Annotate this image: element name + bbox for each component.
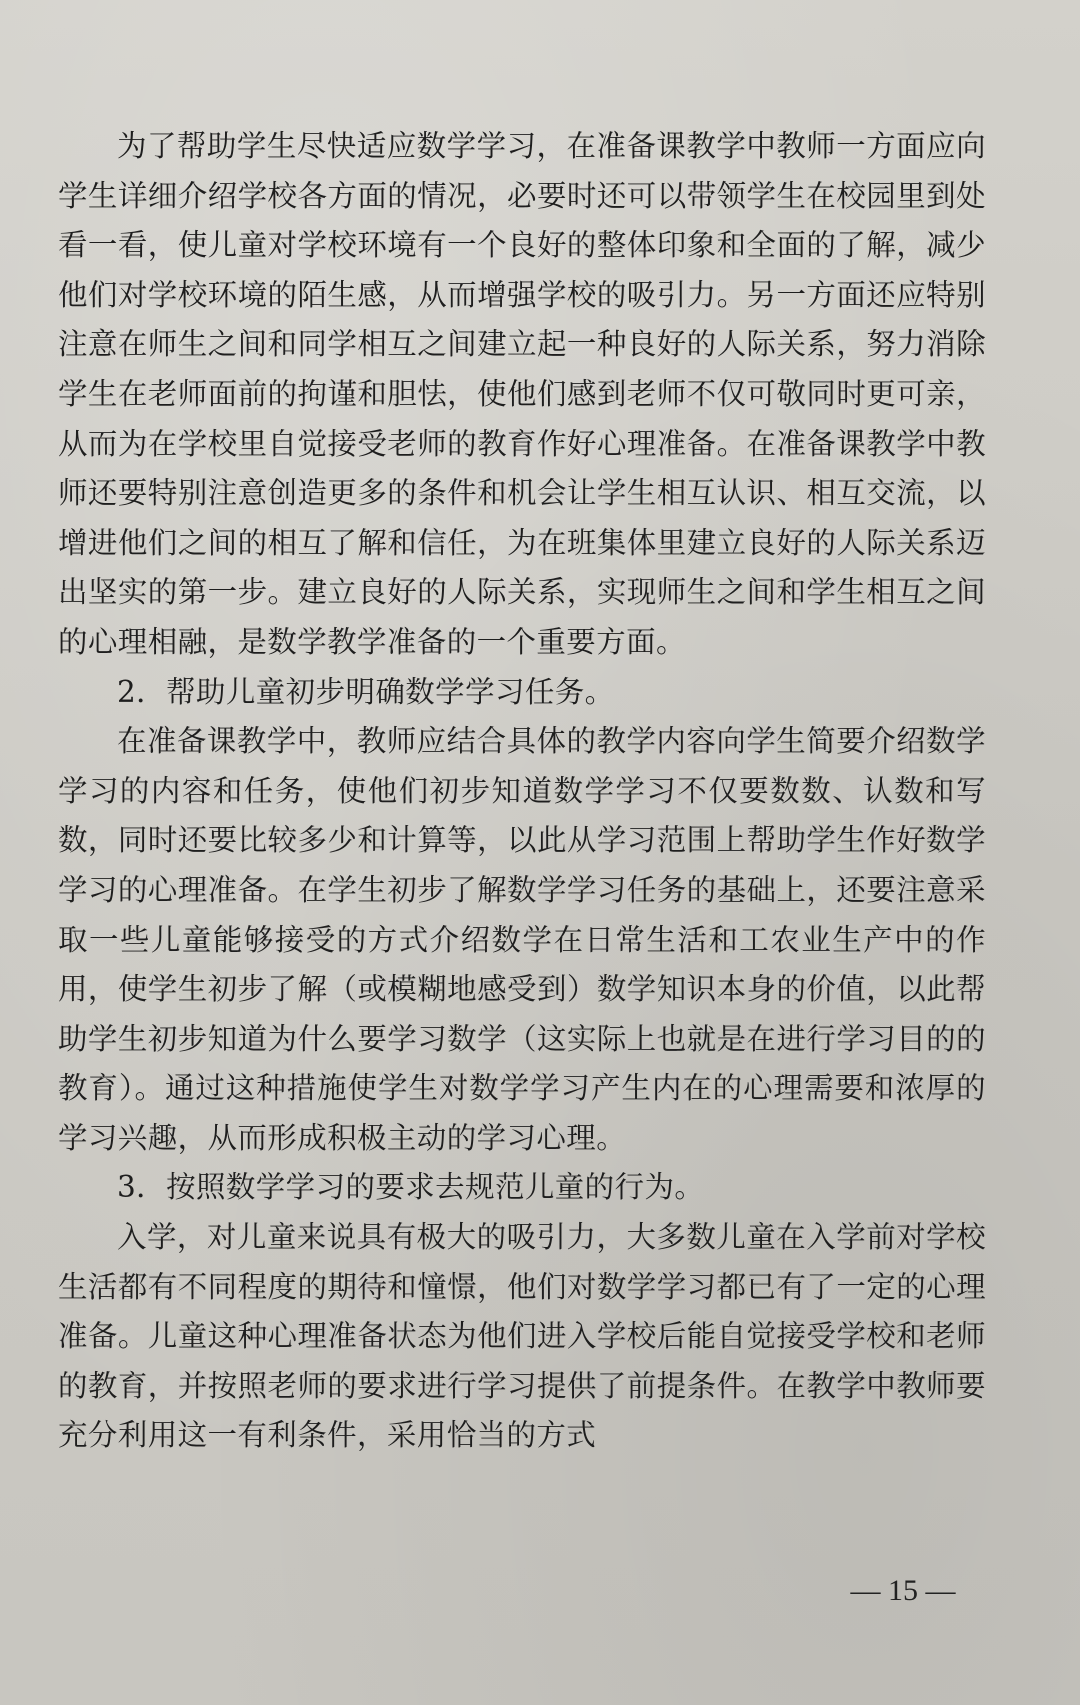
paragraph-1: 为了帮助学生尽快适应数学学习，在准备课教学中教师一方面应向学生详细介绍学校各方面的情况，必要时还可以带领学生在校园里到处看一看，使儿童对学校环境有一个良好的整体印象和全面的了解，减少他们对学校环境的陌生感，从而增强学校的吸引力。另一方面还应特别注意在师生之间和同学相互之间建立起一种良好的人际关系，努力消除学生在老师面前的拘谨和胆怯，使他们感到老师不仅可敬同时更可亲，从而为在学校里自觉接受老师的教育作好心理准备。在准备课教学中教师还要特别注意创造更多的条件和机会让学生相互认识、相互交流，以增进他们之间的相互了解和信任，为在班集体里建立良好的人际关系迈出坚实的第一步。建立良好的人际关系，实现师生之间和学生相互之间的心理相融，是数学教学准备的一个重要方面。 — [58, 129, 986, 659]
body-text — [58, 122, 986, 1461]
paragraph-3: 入学，对儿童来说具有极大的吸引力，大多数儿童在入学前对学校生活都有不同程度的期待和憧憬，他们对数学学习都已有了一定的心理准备。儿童这种心理准备状态为他们进入学校后能自觉接受学校和老师的教育，并按照老师的要求进行学习提供了前提条件。在教学中教师要充分利用这一有利条件，采用恰当的方式 — [58, 1220, 986, 1453]
page-number: — 15 — — [850, 1574, 956, 1607]
section-heading-3: 3．按照数学学习的要求去规范儿童的行为。 — [117, 1170, 705, 1205]
section-heading-2: 2．帮助儿童初步明确数学学习任务。 — [117, 674, 615, 709]
paragraph-2: 在准备课教学中，教师应结合具体的教学内容向学生简要介绍数学学习的内容和任务，使他们初步知道数学学习不仅要数数、认数和写数，同时还要比较多少和计算等，以此从学习范围上帮助学生作好数学学习的心理准备。在学生初步了解数学学习任务的基础上，还要注意采取一些儿童能够接受的方式介绍数学在日常生活和工农业生产中的作用，使学生初步了解（或模糊地感受到）数学知识本身的价值，以此帮助学生初步知道为什么要学习数学（这实际上也就是在进行学习目的的教育）。通过这种措施使学生对数学学习产生内在的心理需要和浓厚的学习兴趣，从而形成积极主动的学习心理。 — [58, 724, 986, 1155]
